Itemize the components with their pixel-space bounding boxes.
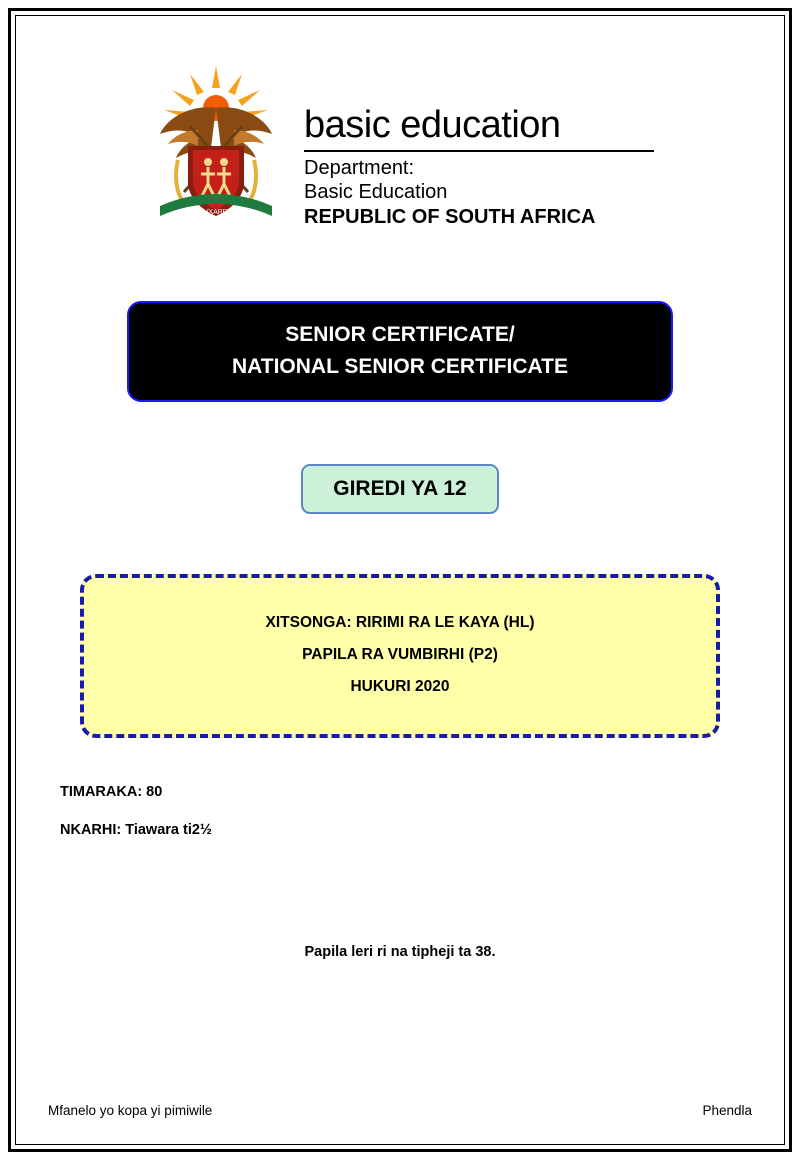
certificate-banner-line2: NATIONAL SENIOR CERTIFICATE xyxy=(232,354,568,378)
department-label: Department: xyxy=(304,157,415,179)
exam-meta xyxy=(48,784,752,838)
grade-wrap xyxy=(48,464,752,514)
grade-box: GIREDI YA 12 xyxy=(301,464,498,514)
department-branding xyxy=(304,64,654,229)
country-name: REPUBLIC OF SOUTH AFRICA xyxy=(304,205,596,228)
brand-title: basic education xyxy=(304,104,561,146)
page-footer xyxy=(48,1103,752,1118)
subject-name: XITSONGA: RIRIMI RA LE KAYA (HL) xyxy=(265,614,535,632)
marks-line: TIMARAKA: 80 xyxy=(60,784,163,801)
subject-wrap xyxy=(48,574,752,738)
page-content xyxy=(16,16,784,1144)
svg-text:!KE E: /XARRA //KE: !KE E: /XARRA //KE xyxy=(184,209,248,216)
page-border-outer xyxy=(8,8,792,1152)
department-name: Basic Education xyxy=(304,181,448,204)
paper-number: PAPILA RA VUMBIRHI (P2) xyxy=(302,646,498,664)
page-border-inner xyxy=(15,15,785,1145)
footer-right: Phendla xyxy=(702,1103,752,1118)
time-line: NKARHI: Tiawara ti2½ xyxy=(60,822,213,839)
footer-left: Mfanelo yo kopa yi pimiwile xyxy=(48,1103,213,1118)
certificate-banner-wrap xyxy=(48,301,752,402)
coat-of-arms-icon xyxy=(146,64,286,229)
brand-rule xyxy=(304,150,654,152)
subject-box xyxy=(80,574,720,738)
page-count-note: Papila leri ri na tipheji ta 38. xyxy=(304,944,496,961)
exam-year: HUKURI 2020 xyxy=(350,678,450,696)
certificate-banner-line1: SENIOR CERTIFICATE/ xyxy=(285,323,515,347)
certificate-banner xyxy=(127,301,673,402)
document-header xyxy=(48,16,752,229)
